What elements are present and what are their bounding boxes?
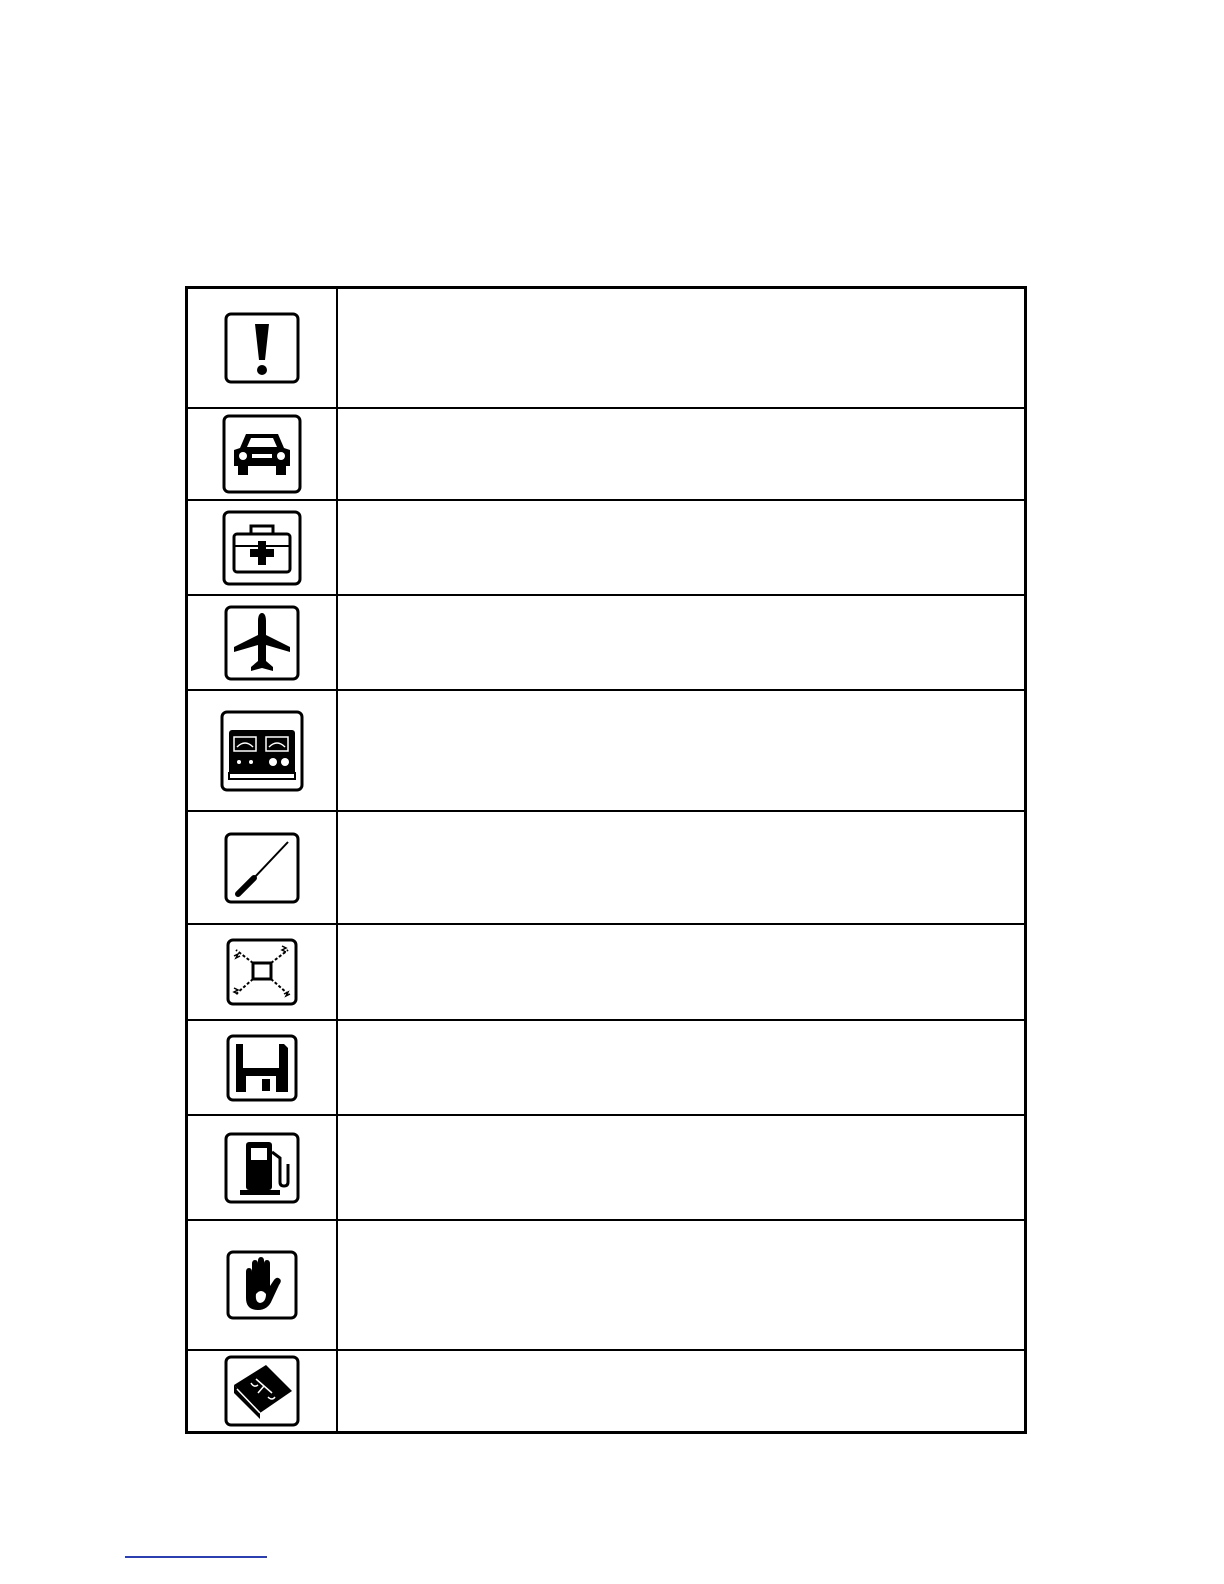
table-row [188, 1114, 1024, 1219]
icon-cell [188, 1221, 336, 1349]
icon-cell [188, 501, 336, 594]
law-book-scales-icon [224, 1355, 300, 1427]
description-cell [338, 1351, 1024, 1431]
footnote-separator [125, 1556, 267, 1558]
icon-cell [188, 409, 336, 499]
description-cell [338, 1021, 1024, 1114]
description-cell [338, 501, 1024, 594]
icon-cell [188, 925, 336, 1019]
floppy-disk-icon [226, 1034, 298, 1102]
description-cell [338, 925, 1024, 1019]
hand-stop-icon [226, 1250, 298, 1320]
icon-cell [188, 1351, 336, 1431]
description-cell [338, 596, 1024, 689]
car-icon [222, 414, 302, 494]
table-row [188, 1349, 1024, 1431]
vibration-emission-icon [226, 938, 298, 1006]
table-row [188, 1019, 1024, 1114]
icon-cell [188, 812, 336, 923]
table-row [188, 689, 1024, 810]
table-row [188, 289, 1024, 407]
description-cell [338, 812, 1024, 923]
table-row [188, 499, 1024, 594]
icon-cell [188, 1116, 336, 1219]
table-row [188, 594, 1024, 689]
icon-cell [188, 289, 336, 407]
description-cell [338, 691, 1024, 810]
description-cell [338, 1116, 1024, 1219]
airplane-icon [224, 605, 300, 681]
first-aid-kit-icon [222, 510, 302, 586]
table-row [188, 923, 1024, 1019]
fuel-pump-icon [224, 1132, 300, 1204]
description-cell [338, 1221, 1024, 1349]
exclamation-warning-icon [224, 312, 300, 384]
control-panel-gauges-icon [220, 710, 304, 792]
table-row [188, 407, 1024, 499]
screwdriver-icon [224, 832, 300, 904]
icon-legend-table [185, 286, 1027, 1434]
icon-cell [188, 596, 336, 689]
icon-cell [188, 691, 336, 810]
icon-cell [188, 1021, 336, 1114]
table-row [188, 1219, 1024, 1349]
table-row [188, 810, 1024, 923]
description-cell [338, 289, 1024, 407]
description-cell [338, 409, 1024, 499]
